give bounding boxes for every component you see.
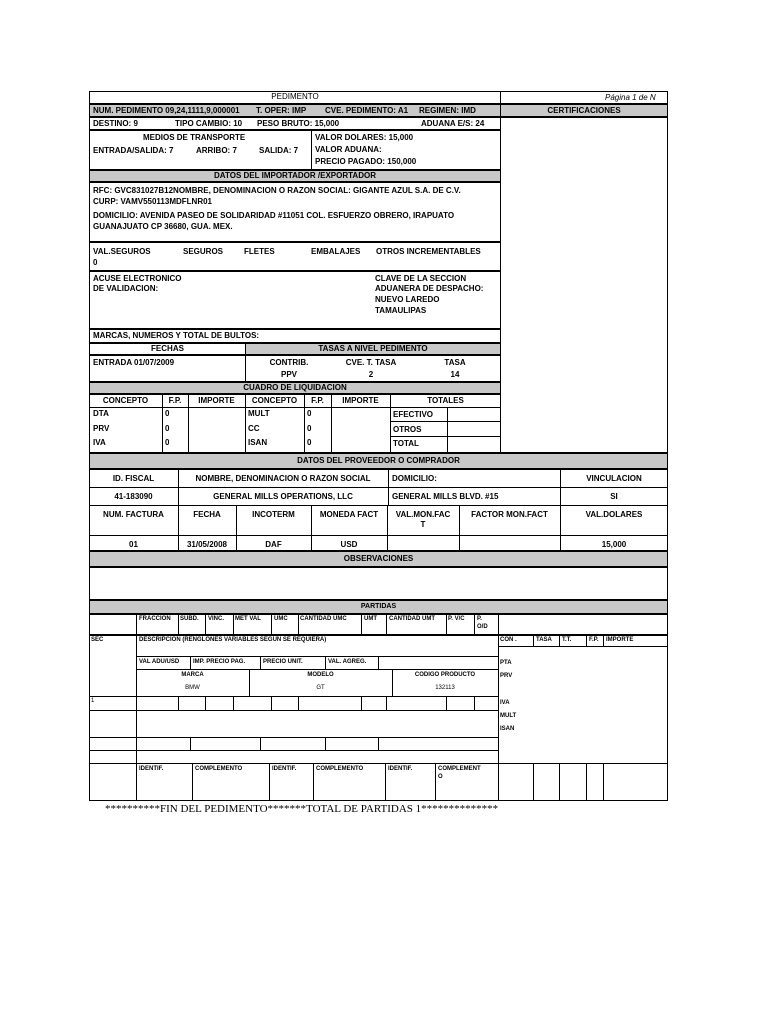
liq-concepto-isan: ISAN [248, 438, 268, 447]
part-contrib-pta: PTA [500, 660, 512, 666]
part-h-identif-2: IDENTIF. [272, 766, 297, 772]
tipo-cambio: TIPO CAMBIO: 10 [175, 119, 243, 128]
liq-fp-cc: 0 [307, 424, 312, 433]
prov-h-id-fiscal: ID. FISCAL [112, 474, 155, 483]
part-h-met-val: MET VAL [235, 616, 261, 622]
acuse-line2: DE VALIDACION: [93, 284, 159, 293]
liq-h-importe-2: IMPORTE [342, 396, 379, 405]
liq-concepto-dta: DTA [93, 409, 109, 418]
part-h-imp-precio: IMP. PRECIO PAG. [193, 659, 246, 665]
seguros: SEGUROS [183, 247, 224, 256]
part-h-complemento-2: COMPLEMENTO [316, 766, 364, 772]
prov-nombre: GENERAL MILLS OPERATIONS, LLC [213, 492, 353, 501]
part-h-modelo: MODELO [307, 672, 334, 678]
tasa-value: 14 [450, 370, 460, 379]
partidas-title: PARTIDAS [360, 603, 397, 610]
liq-fp-iva: 0 [165, 438, 170, 447]
fecha-entrada: ENTRADA 01/07/2009 [93, 358, 175, 367]
observaciones-title: OBSERVACIONES [343, 554, 414, 563]
cve-t-tasa-value: 2 [368, 370, 374, 379]
fletes: FLETES [244, 247, 275, 256]
prov-id-fiscal: 41-183090 [114, 492, 153, 501]
rfc: RFC: GVC831027B12NOMBRE, DENOMINACION O RAZON SOCIAL: GIGANTE AZUL S.A. DE C.V. [93, 186, 461, 195]
prov-h-nombre: NOMBRE, DENOMINACION O RAZON SOCIAL [195, 474, 371, 483]
fechas-title: FECHAS [151, 344, 184, 353]
prov-val-dolares: 15,000 [601, 540, 627, 549]
contrib-header: CONTRIB. [269, 358, 309, 367]
prov-h-moneda: MONEDA FACT [319, 510, 379, 519]
certificaciones-title: CERTIFICACIONES [547, 106, 621, 115]
part-h-umt: UMT [364, 616, 377, 622]
prov-num-factura: 01 [129, 540, 138, 549]
part-h-vinc: VINC. [208, 616, 225, 622]
peso-bruto: PESO BRUTO: 15,000 [257, 119, 340, 128]
part-h-pod-1: P. [477, 616, 482, 622]
prov-moneda: USD [340, 540, 358, 549]
part-contrib-prv: PRV [500, 673, 513, 679]
liq-concepto-iva: IVA [93, 438, 106, 447]
prov-h-num-factura: NUM. FACTURA [103, 510, 164, 519]
prov-h-factor: FACTOR MON.FACT [471, 510, 548, 519]
part-h-complemento-3b: O [438, 774, 443, 780]
liq-fp-mult: 0 [307, 409, 312, 418]
prov-h-vinculacion: VINCULACION [586, 474, 642, 483]
part-h-tt: T.T. [562, 637, 572, 643]
liq-h-importe-1: IMPORTE [198, 396, 235, 405]
part-h-umc: UMC [274, 616, 288, 622]
part-h-pvc: P. V/C [448, 616, 465, 622]
prov-h-val-dolares: VAL.DOLARES [585, 510, 643, 519]
part-h-fraccion: FRACCION [139, 616, 171, 622]
valor-dolares: VALOR DOLARES: 15,000 [315, 133, 414, 142]
part-h-identif-1: IDENTIF. [139, 766, 164, 772]
part-contrib-isan: ISAN [500, 726, 515, 732]
domicilio-line2: GUANAJUATO CP 36680, GUA. MEX. [93, 222, 233, 231]
liq-concepto-cc: CC [248, 424, 260, 433]
part-h-subd: SUBD. [180, 616, 199, 622]
prov-h-incoterm: INCOTERM [252, 510, 295, 519]
total-otros: OTROS [393, 425, 422, 434]
prov-h-val-mon-1: VAL.MON.FAC [395, 510, 451, 519]
regimen: REGIMEN: IMD [419, 106, 476, 115]
part-h-marca: MARCA [181, 672, 204, 678]
clave-seccion-1: CLAVE DE LA SECCION [375, 274, 467, 283]
clave-seccion-3: NUEVO LAREDO [375, 295, 440, 304]
total-efectivo: EFECTIVO [393, 410, 434, 419]
liq-concepto-prv: PRV [93, 424, 110, 433]
part-h-codigo: CODIGO PRODUCTO [414, 672, 476, 678]
liq-concepto-mult: MULT [248, 409, 270, 418]
precio-pagado: PRECIO PAGADO: 150,000 [315, 157, 417, 166]
part-h-descripcion: DESCRIPCION (RENGLONES VARIABLES SEGUN SE REQUIERA) [139, 637, 327, 643]
part-h-complemento-1: COMPLEMENTO [195, 766, 243, 772]
destino: DESTINO: 9 [93, 119, 138, 128]
prov-vinculacion: SI [610, 492, 618, 501]
marcas-label: MARCAS, NUMEROS Y TOTAL DE BULTOS: [93, 331, 260, 340]
fin-pedimento-footer: **********FIN DEL PEDIMENTO*******TOTAL DE PARTIDAS 1************** [105, 803, 499, 815]
page-number: Página 1 de N [605, 93, 656, 102]
part-h-sec: SEC [91, 637, 104, 643]
prov-h-domicilio: DOMICILIO: [392, 474, 437, 483]
importador-title: DATOS DEL IMPORTADOR /EXPORTADOR [214, 171, 376, 180]
liq-fp-isan: 0 [307, 438, 312, 447]
valor-aduana: VALOR ADUANA: [315, 145, 382, 154]
arribo: ARRIBO: 7 [196, 146, 237, 155]
liq-h-concepto-1: CONCEPTO [102, 396, 149, 405]
part-contrib-mult: MULT [500, 713, 517, 719]
transporte-title: MEDIOS DE TRANSPORTE [143, 133, 246, 142]
part-marca: BMW [185, 685, 200, 691]
total-total: TOTAL [393, 439, 419, 448]
part-h-pod-2: O/D [477, 624, 488, 630]
num-pedimento: NUM. PEDIMENTO 09,24,1111,9,000001 [93, 106, 240, 115]
liq-h-concepto-2: CONCEPTO [251, 396, 298, 405]
contrib-value: PPV [280, 370, 297, 379]
part-h-precio-unit: PRECIO UNIT. [263, 659, 303, 665]
liq-h-fp-2: F.P. [311, 396, 324, 405]
part-h-cantidad-umc: CANTIDAD UMC [300, 616, 347, 622]
liq-fp-dta: 0 [165, 409, 170, 418]
entrada-salida: ENTRADA/SALIDA: 7 [93, 146, 174, 155]
prov-h-val-mon-2: T [420, 520, 426, 529]
tipo-operacion: T. OPER: IMP [256, 106, 307, 115]
clave-seccion-4: TAMAULIPAS [375, 306, 427, 315]
curp: CURP: VAMV550113MDFLNR01 [93, 197, 212, 206]
acuse-line1: ACUSE ELECTRONICO [93, 274, 182, 283]
tasa-header: TASA [444, 358, 466, 367]
part-h-val-agreg: VAL. AGREG. [328, 659, 367, 665]
part-h-complemento-3a: COMPLEMENT [438, 766, 481, 772]
liq-h-fp-1: F.P. [168, 396, 182, 405]
partidas-fraccion-row [89, 614, 668, 635]
clave-pedimento: CVE. PEDIMENTO: A1 [325, 106, 409, 115]
proveedor-title: DATOS DEL PROVEEDOR O COMPRADOR [297, 456, 460, 465]
domicilio-line1: DOMICILIO: AVENIDA PASEO DE SOLIDARIDAD #11051 COL. ESFUERZO OBRERO, IRAPUATO [93, 211, 455, 220]
liquidacion-title: CUADRO DE LIQUIDACION [243, 383, 347, 392]
part-h-val-adu: VAL ADU/USD [139, 659, 180, 665]
prov-h-fecha: FECHA [193, 510, 221, 519]
aduana-es: ADUANA E/S: 24 [421, 119, 485, 128]
cve-t-tasa-header: CVE. T. TASA [345, 358, 397, 367]
part-h-cantidad-umt: CANTIDAD UMT [389, 616, 435, 622]
part-h-tasa: TASA [536, 637, 552, 643]
certificaciones-area [500, 117, 668, 453]
part-modelo: GT [316, 685, 325, 691]
part-codigo: 132113 [435, 685, 455, 691]
liq-fp-prv: 0 [165, 424, 170, 433]
prov-incoterm: DAF [265, 540, 282, 549]
part-h-con: CON . [500, 637, 517, 643]
part-h-fp: F.P. [589, 637, 599, 643]
val-seguros: VAL.SEGUROS [93, 247, 151, 256]
part-h-importe: IMPORTE [606, 637, 634, 643]
observaciones-box [89, 567, 668, 600]
part-sec: 1 [91, 698, 95, 704]
otros-incrementables: OTROS INCREMENTABLES [376, 247, 481, 256]
prov-fecha: 31/05/2008 [186, 540, 228, 549]
prov-domicilio: GENERAL MILLS BLVD. #15 [392, 492, 499, 501]
embalajes: EMBALAJES [311, 247, 361, 256]
salida: SALIDA: 7 [259, 146, 299, 155]
part-h-identif-3: IDENTIF. [388, 766, 413, 772]
liq-h-totales: TOTALES [427, 396, 464, 405]
part-contrib-iva: IVA [500, 700, 510, 706]
clave-seccion-2: ADUANERA DE DESPACHO: [375, 284, 484, 293]
pedimento-title: PEDIMENTO [271, 92, 319, 101]
val-seguros-value: 0 [93, 258, 98, 267]
tasas-title: TASAS A NIVEL PEDIMENTO [318, 344, 428, 353]
